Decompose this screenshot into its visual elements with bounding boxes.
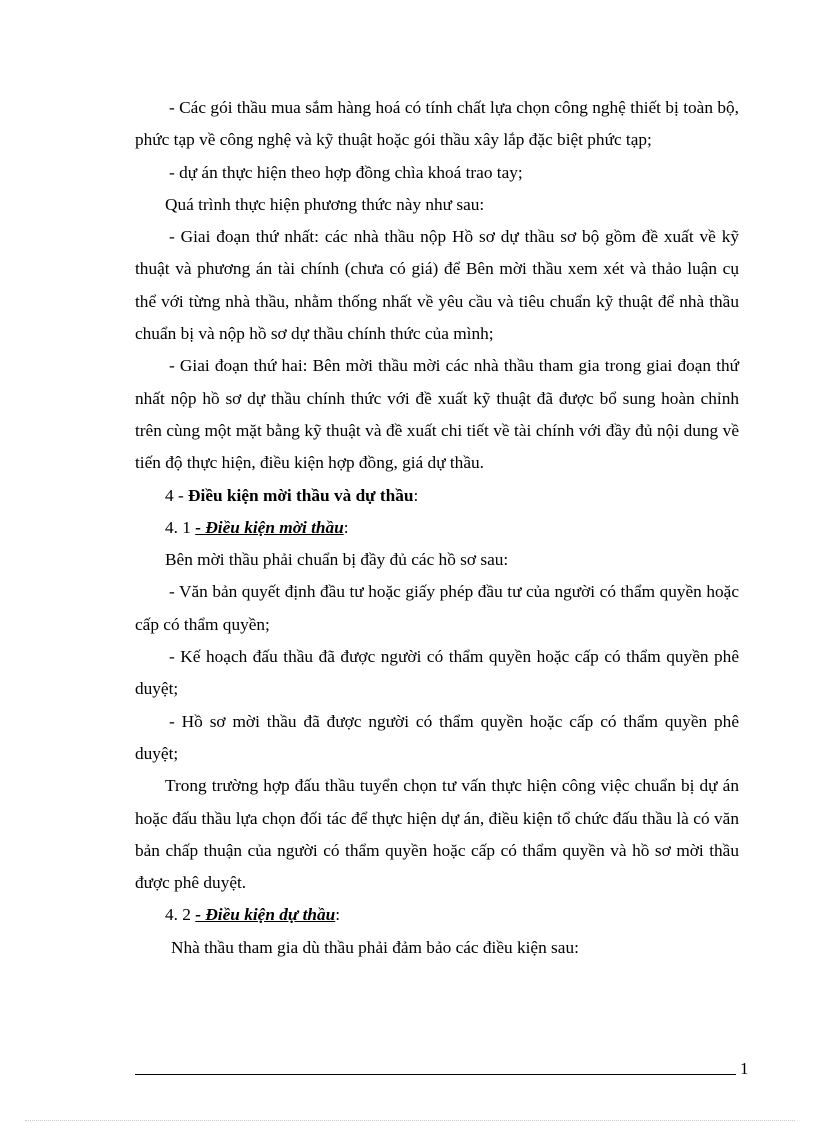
paragraph: - Các gói thầu mua sắm hàng hoá có tính chất lựa chọn công nghệ thiết bị toàn bộ, phức tạp về công nghệ và kỹ thuật hoặc gói thầu xây lắp đặc biệt phức tạp; [135,98,739,150]
list-item: - Kế hoạch đấu thầu đã được người có thẩm quyền hoặc cấp có thẩm quyền phê duyệt; [135,647,739,699]
subsection-colon: : [343,517,349,537]
section-heading [135,480,739,512]
paragraph: - Giai đoạn thứ hai: Bên mời thầu mời các nhà thầu tham gia trong giai đoạn thứ nhất nộp hồ sơ dự thầu chính thức với đề xuất kỹ thuật đã được bổ sung hoàn chỉnh trên cùng một mặt bằng kỹ thuật và đề xuất chi tiết về tài chính với đầy đủ nội dung về tiến độ thực hiện, điều kiện hợp đồng, giá dự thầu. [135,356,739,473]
paragraph: - Giai đoạn thứ nhất: các nhà thầu nộp Hồ sơ dự thầu sơ bộ gồm đề xuất về kỹ thuật và phương án tài chính (chưa có giá) để Bên mời thầu xem xét và thảo luận cụ thể với từng nhà thầu, nhằm thống nhất về yêu cầu và tiêu chuẩn kỹ thuật để nhà thầu chuẩn bị và nộp hồ sơ dự thầu chính thức của mình; [135,227,739,344]
paragraph: Bên mời thầu phải chuẩn bị đầy đủ các hồ sơ sau: [165,550,509,570]
list-item: - Hồ sơ mời thầu đã được người có thẩm quyền hoặc cấp có thẩm quyền phê duyệt; [135,711,739,763]
list-item: - Văn bản quyết định đầu tư hoặc giấy phép đầu tư của người có thẩm quyền hoặc cấp có thẩm quyền; [135,582,739,634]
footer-rule [135,1074,736,1075]
paragraph: - dự án thực hiện theo hợp đồng chìa khoá trao tay; [169,162,523,182]
body-text [135,92,739,964]
paragraph: Nhà thầu tham gia dù thầu phải đảm bảo các điều kiện sau: [171,937,579,957]
paragraph: Trong trường hợp đấu thầu tuyển chọn tư vấn thực hiện công việc chuẩn bị dự án hoặc đấu thầu lựa chọn đối tác để thực hiện dự án, điều kiện tổ chức đấu thầu là có văn bản chấp thuận của người có thẩm quyền hoặc cấp có thẩm quyền và hồ sơ mời thầu được phê duyệt. [135,776,739,893]
subsection-colon: : [335,905,341,925]
section-colon: : [413,485,419,505]
subsection-number: 4. 2 [165,905,196,925]
page-break-line [25,1120,795,1121]
paragraph: Quá trình thực hiện phương thức này như sau: [165,194,485,214]
subsection-heading [135,899,739,931]
section-number: 4 - [165,485,189,505]
subsection-number: 4. 1 [165,517,196,537]
page-number: 1 [740,1059,749,1078]
subsection-title: - Điều kiện mời thầu [195,517,344,537]
section-title: Điều kiện mời thầu và dự thầu [188,485,414,505]
subsection-heading [135,512,739,544]
subsection-title: - Điều kiện dự thầu [195,905,336,925]
